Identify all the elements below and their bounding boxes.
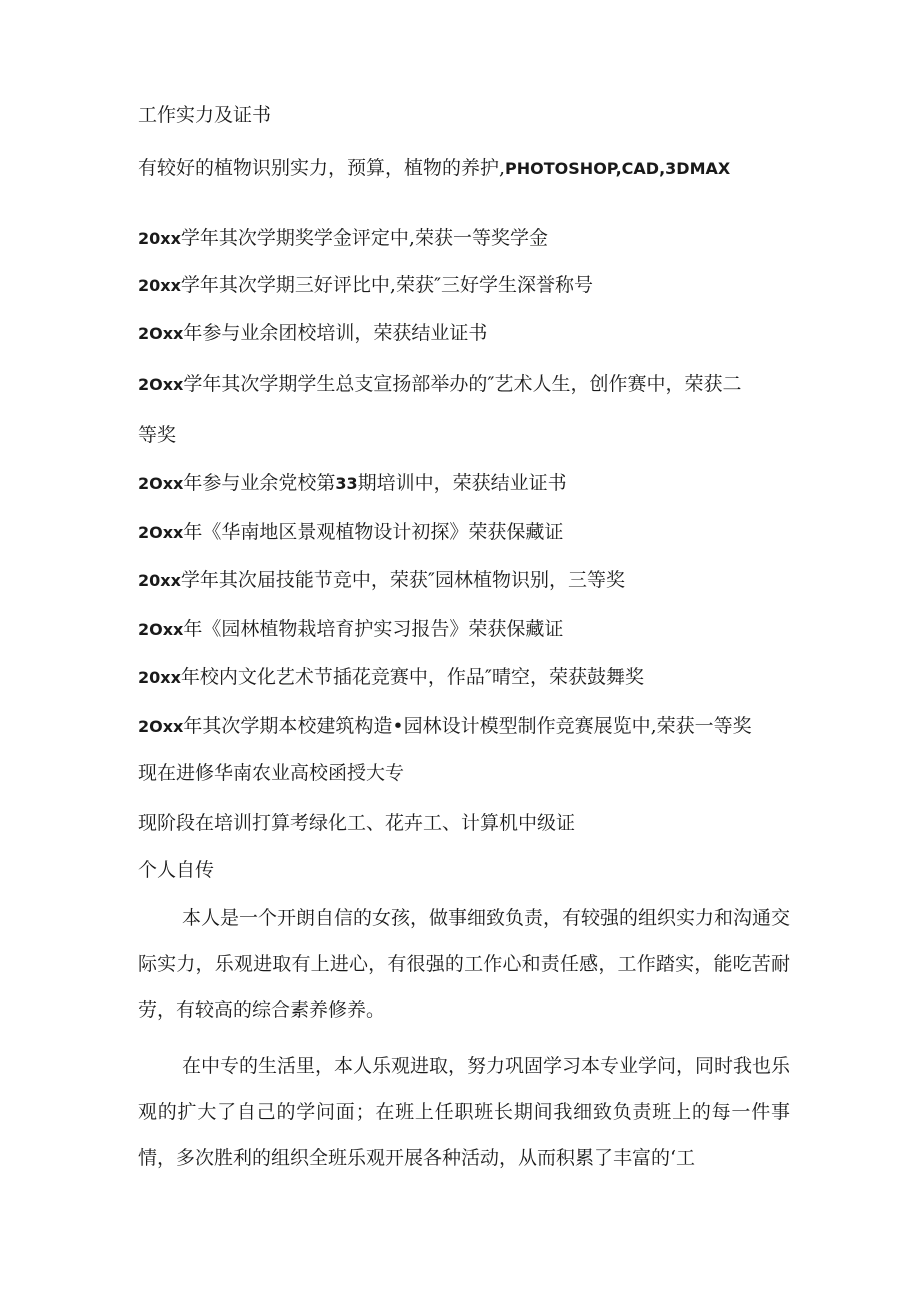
award-year: 20xx [138, 229, 181, 248]
award-text: 学年其次届技能节竞中，荣获″园林植物识别，三等奖 [180, 569, 626, 591]
award-line [138, 665, 644, 690]
award-line [138, 520, 563, 545]
award-year: 2Oxx [138, 474, 184, 493]
award-text: 年参与业余团校培训，荣获结业证书 [183, 322, 488, 344]
award-year: 20xx [138, 276, 181, 295]
section-title-skills: 工作实力及证书 [138, 104, 272, 126]
skills-text: 有较好的植物识别实力，预算，植物的养护, [138, 157, 506, 179]
award-line [138, 321, 487, 346]
skills-tools: PHOTOSHOP,CAD,3DMAX [505, 159, 731, 178]
award-year: 2Oxx [138, 717, 184, 736]
current-study-line: 现在进修华南农业高校函授大专 [138, 762, 405, 784]
skills-line [138, 156, 730, 181]
award-year: 2Oxx [138, 523, 184, 542]
award-text: 年其次学期本校建筑构造•园林设计模型制作竞赛展览中,荣获一等奖 [183, 715, 752, 737]
award-year: 2Oxx [138, 324, 184, 343]
award-text: 等奖 [138, 424, 177, 446]
award-text: 学年其次学期学生总支宣扬部举办的″艺术人生，创作赛中，荣获二 [183, 373, 742, 395]
award-text: 学年其次学期三好评比中,荣获″三好学生深誉称号 [180, 274, 594, 296]
award-text: 年校内文化艺术节插花竞赛中，作品″晴空，荣获鼓舞奖 [180, 666, 645, 688]
award-year: 20xx [138, 571, 181, 590]
section-title-autobiography: 个人自传 [138, 859, 215, 881]
award-line [138, 226, 548, 251]
award-text-tail: 期培训中，荣获结业证书 [357, 472, 567, 494]
award-line [138, 471, 567, 496]
current-training-line: 现阶段在培训打算考绿化工、花卉工、计算机中级证 [138, 812, 576, 834]
award-line [138, 568, 625, 593]
autobiography-paragraph-1: 本人是一个开朗自信的女孩，做事细致负责，有较强的组织实力和沟通交际实力，乐观进取有上进心，有很强的工作心和责任感，工作踏实，能吃苦耐劳，有较高的综合素养修养。 [138, 907, 791, 1021]
award-text: 年参与业余党校第 [183, 472, 336, 494]
award-year: 2Oxx [138, 620, 184, 639]
autobiography-paragraph-2: 在中专的生活里，本人乐观进取，努力巩固学习本专业学问，同时我也乐观的扩大了自己的学问面；在班上任职班长期间我细致负责班上的每一件事情，多次胜利的组织全班乐观开展各种活动，从而积累了丰富的‘工 [138, 1055, 791, 1169]
award-text: 年《华南地区景观植物设计初探》荣获保藏证 [183, 521, 564, 543]
award-line [138, 273, 593, 298]
award-line [138, 372, 741, 397]
award-session-number: 33 [335, 474, 358, 493]
award-text: 学年其次学期奖学金评定中,荣获一等奖学金 [180, 227, 548, 249]
award-line-continued [138, 423, 176, 447]
award-line [138, 714, 752, 739]
award-year: 2Oxx [138, 375, 184, 394]
award-line [138, 617, 563, 642]
award-text: 年《园林植物栽培育护实习报告》荣获保藏证 [183, 618, 564, 640]
award-year: 20xx [138, 668, 181, 687]
